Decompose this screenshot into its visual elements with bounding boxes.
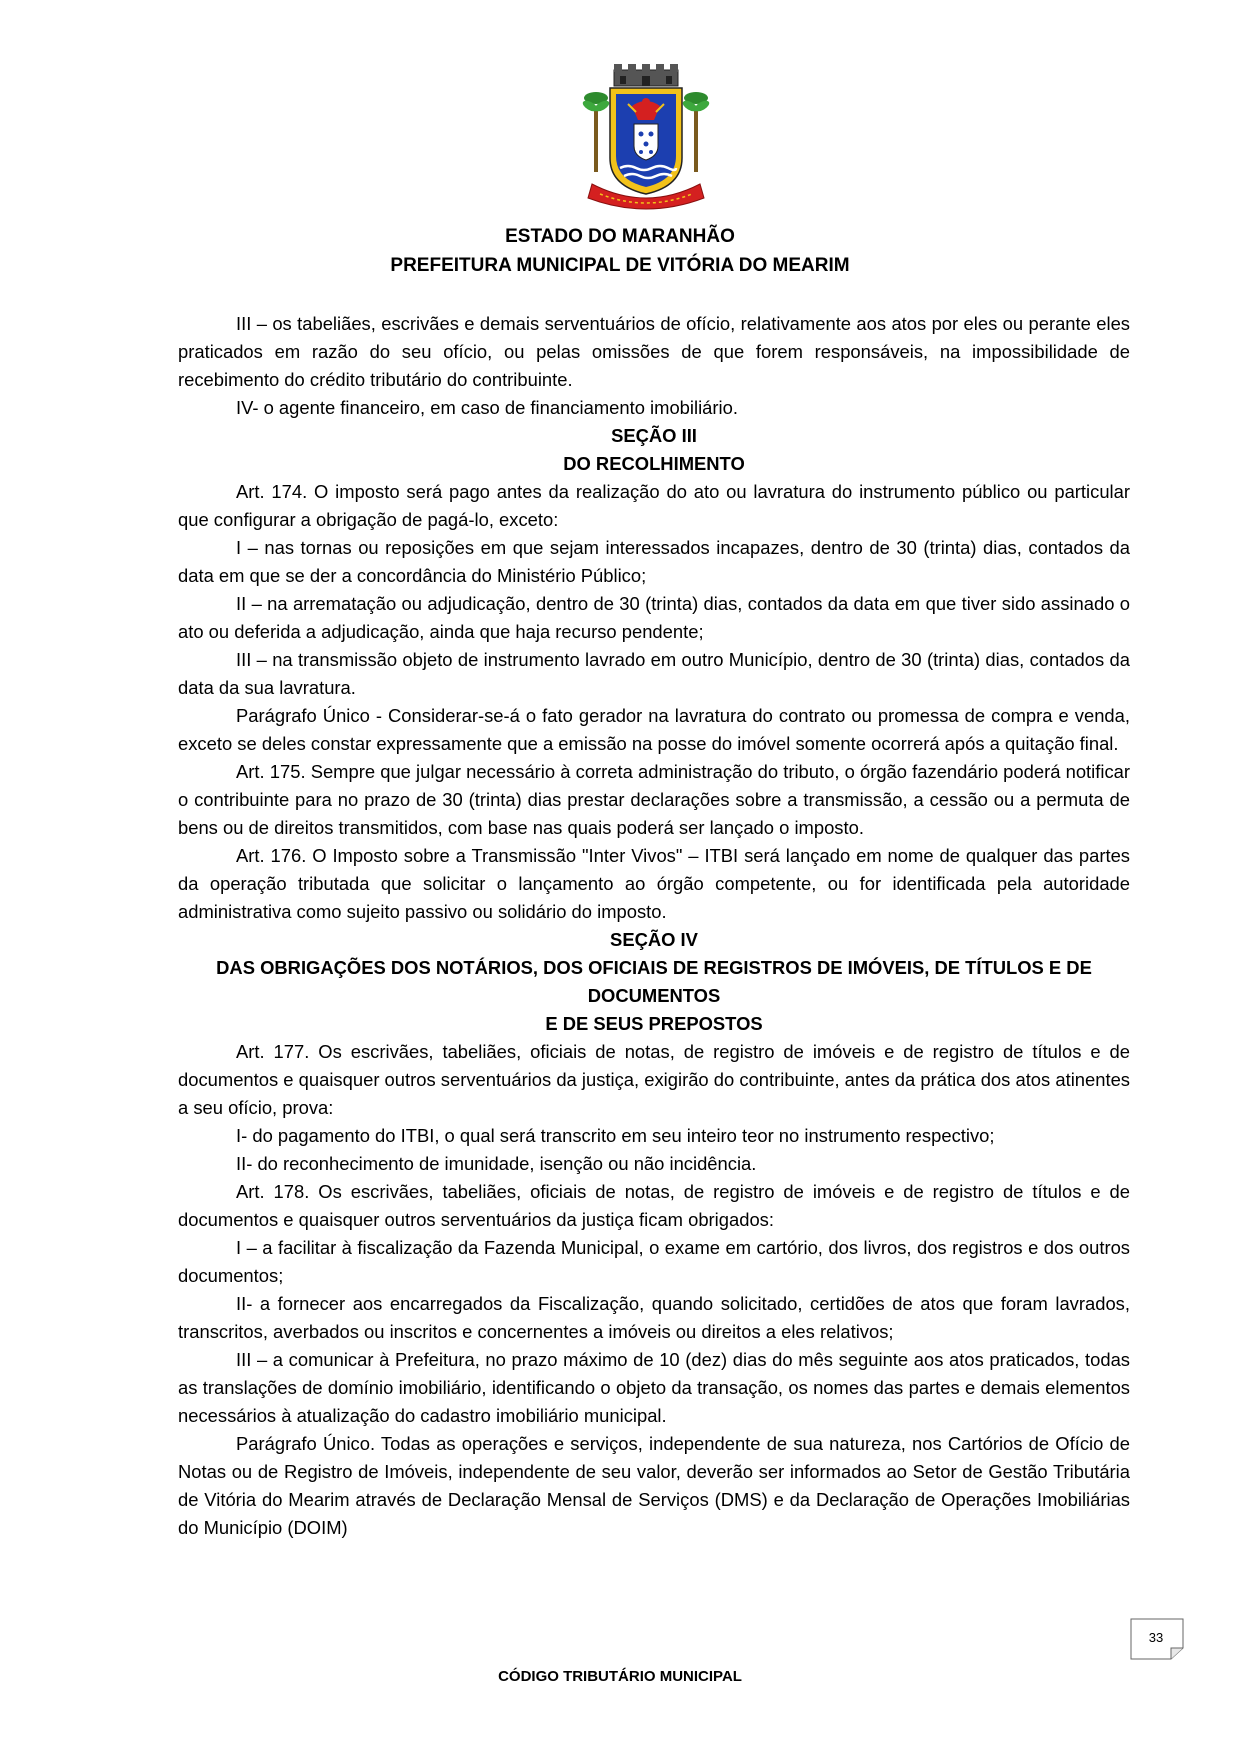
left-palm-tree (581, 92, 611, 172)
page-number: 33 (1148, 1630, 1164, 1645)
section-heading: DAS OBRIGAÇÕES DOS NOTÁRIOS, DOS OFICIAIS DE REGISTROS DE IMÓVEIS, DE TÍTULOS E DE DOCUMENTOS (216, 957, 1092, 1006)
paragraph: Art. 174. O imposto será pago antes da realização do ato ou lavratura do instrumento público ou particular que configurar a obrigação de pagá-lo, exceto: (178, 481, 1130, 530)
mural-crown (614, 64, 678, 86)
paragraph: Art. 176. O Imposto sobre a Transmissão "Inter Vivos" – ITBI será lançado em nome de qualquer das partes da operação tributada que solicitar o lançamento ao órgão competente, ou for identificada pela autoridade administrativa como sujeito passivo ou solidário do imposto. (178, 845, 1130, 922)
paragraph: II – na arrematação ou adjudicação, dentro de 30 (trinta) dias, contados da data em que tiver sido assinado o ato ou deferida a adjudicação, ainda que haja recurso pendente; (178, 593, 1130, 642)
paragraph: III – na transmissão objeto de instrumento lavrado em outro Município, dentro de 30 (trinta) dias, contados da data da sua lavratura. (178, 649, 1130, 698)
section-heading: E DE SEUS PREPOSTOS (545, 1013, 763, 1034)
right-palm-tree (681, 92, 711, 172)
state-title: ESTADO DO MARANHÃO (505, 226, 735, 247)
document-footer: CÓDIGO TRIBUTÁRIO MUNICIPAL (498, 1668, 742, 1685)
page-number-box (1130, 1618, 1188, 1660)
section-heading: SEÇÃO III (611, 425, 697, 446)
paragraph: Parágrafo Único - Considerar-se-á o fato gerador na lavratura do contrato ou promessa de compra e venda, exceto se deles constar expressamente que a emissão na posse do imóvel somente ocorrerá após a quitação final. (178, 705, 1130, 754)
paragraph: II- a fornecer aos encarregados da Fiscalização, quando solicitado, certidões de atos que foram lavrados, transcritos, averbados ou inscritos e concernentes a imóveis ou direitos a eles relativos; (178, 1293, 1130, 1342)
section-heading: DO RECOLHIMENTO (563, 453, 745, 474)
paragraph: Parágrafo Único. Todas as operações e serviços, independente de sua natureza, nos Cartórios de Ofício de Notas ou de Registro de Imóveis, independente de seu valor, deverão ser informados ao Setor de Gestão Tributária de Vitória do Mearim através de Declaração Mensal de Serviços (DMS) e da Declaração de Operações Imobiliárias do Município (DOIM) (178, 1433, 1130, 1538)
paragraph: III – os tabeliães, escrivães e demais serventuários de ofício, relativamente aos atos por eles ou perante eles praticados em razão do seu ofício, ou pelas omissões de que forem responsáveis, na impossibilidade de recebimento do crédito tributário do contribuinte. (178, 313, 1130, 390)
paragraph: I – a facilitar à fiscalização da Fazenda Municipal, o exame em cartório, dos livros, dos registros e dos outros documentos; (178, 1237, 1130, 1286)
document-header (0, 222, 1240, 280)
section-heading: SEÇÃO IV (610, 929, 698, 950)
document-body (178, 310, 1130, 1542)
paragraph: II- do reconhecimento de imunidade, isenção ou não incidência. (236, 1153, 757, 1174)
paragraph: Art. 178. Os escrivães, tabeliães, oficiais de notas, de registro de imóveis e de registro de títulos e de documentos e quaisquer outros serventuários da justiça ficam obrigados: (178, 1181, 1130, 1230)
paragraph: Art. 175. Sempre que julgar necessário à correta administração do tributo, o órgão fazendário poderá notificar o contribuinte para no prazo de 30 (trinta) dias prestar declarações sobre a transmissão, a cessão ou a permuta de bens ou de direitos transmitidos, com base nas quais poderá ser lançado o imposto. (178, 761, 1130, 838)
paragraph: I – nas tornas ou reposições em que sejam interessados incapazes, dentro de 30 (trinta) dias, contados da data em que se der a concordância do Ministério Público; (178, 537, 1130, 586)
paragraph: Art. 177. Os escrivães, tabeliães, oficiais de notas, de registro de imóveis e de registro de títulos e de documentos e quaisquer outros serventuários da justiça, exigirão do contribuinte, antes da prática dos atos atinentes a seu ofício, prova: (178, 1041, 1130, 1118)
paragraph: IV- o agente financeiro, em caso de financiamento imobiliário. (236, 397, 738, 418)
paragraph: I- do pagamento do ITBI, o qual será transcrito em seu inteiro teor no instrumento respectivo; (236, 1125, 995, 1146)
municipality-title: PREFEITURA MUNICIPAL DE VITÓRIA DO MEARIM (390, 255, 850, 276)
paragraph: III – a comunicar à Prefeitura, no prazo máximo de 10 (dez) dias do mês seguinte aos atos praticados, todas as translações de domínio imobiliário, identificando o objeto da transação, os nomes das partes e demais elementos necessários à atualização do cadastro imobiliário municipal. (178, 1349, 1130, 1426)
municipal-coat-of-arms (580, 62, 712, 210)
